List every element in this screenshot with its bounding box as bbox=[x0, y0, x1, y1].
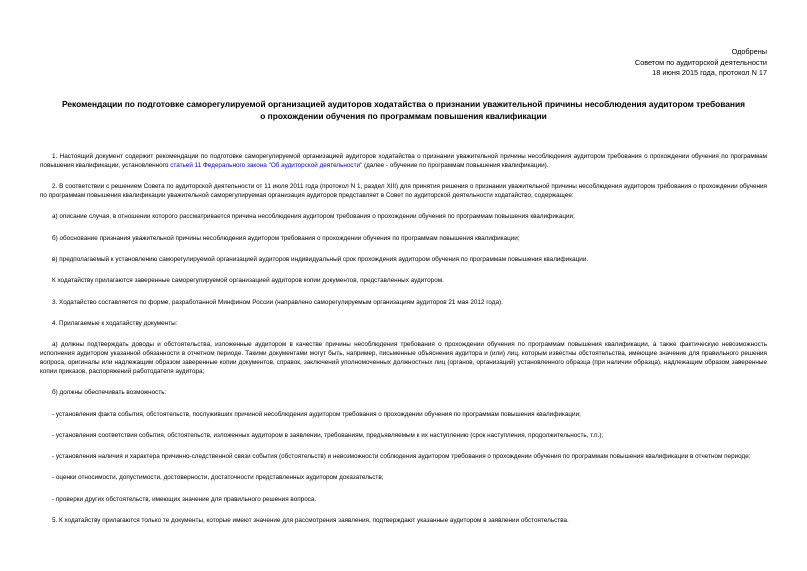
paragraph-4b5: - проверки других обстоятельств, имеющих значение для правильного решения вопроса. bbox=[52, 495, 317, 503]
paragraph-5: 5. К ходатайству прилагаются только те документы, которые имеют значение для рассмотрения заявления, подтверждают указанные аудитором в заявлении обстоятельства. bbox=[52, 516, 569, 524]
paragraph-4b4: - оценки относимости, допустимости, достоверности, достаточности представленных аудитором доказательств; bbox=[52, 474, 384, 482]
approval-line: Одобрены bbox=[731, 47, 767, 56]
approval-block bbox=[635, 47, 767, 79]
document-title bbox=[40, 98, 767, 122]
document-body bbox=[40, 153, 767, 538]
paragraph-1 bbox=[40, 153, 767, 171]
paragraph-text: 1. Настоящий документ содержит рекомендации по подготовке саморегулируемой организацией аудиторов ходатайства о признании уважительной причины несоблюдения аудитором требования о прохождении обучения по программам повышения квалификации, установленного bbox=[40, 153, 767, 169]
law-link[interactable]: статьей 11 Федерального закона "Об аудиторской деятельности" bbox=[170, 161, 363, 169]
paragraph-4b1: - установления факта события, обстоятельств, послуживших причиной несоблюдения аудитором требования о прохождении обучения по программам повышения квалификации; bbox=[52, 410, 581, 418]
paragraph-2b: б) обоснование признания уважительной причины несоблюдения аудитором требования о прохождении обучения по программам повышения квалификации; bbox=[52, 234, 520, 242]
title-line: о прохождении обучения по программам повышения квалификации bbox=[260, 111, 547, 121]
paragraph-4b2: - установления соответствия события, обстоятельств, изложенных аудитором в заявлении, требованиям, предъявляемым к их наступлению (срок наступления, продолжительность, т.п.); bbox=[52, 431, 604, 439]
paragraph-4a: а) должны подтверждать доводы и обстоятельства, изложенные аудитором в качестве причины несоблюдения требования о прохождении обучения по программам повышения квалификации, а также фактическую невозможность исполнения аудитором указанной обязанности в отчетном периоде. Такими документами могут быть, например, письменные объяснения аудитора и (или) лиц, которым известны обстоятельства, имеющие значение для правильного решения вопроса, оригиналы или надлежащим образом заверенные копии документов, справок, заключений уполномоченных должностных лиц (органов, организаций) установленного образца (при наличии образца), надлежащим образом заверенные копии приказов, распоряжений работодателя аудитора; bbox=[40, 341, 767, 375]
paragraph-text: (далее - обучение по программам повышения квалификации). bbox=[362, 161, 549, 169]
paragraph-4: 4. Прилагаемые к ходатайству документы: bbox=[52, 319, 178, 327]
approval-line: 18 июня 2015 года, протокол N 17 bbox=[652, 68, 767, 77]
paragraph-4b: б) должны обеспечивать возможность: bbox=[52, 389, 167, 397]
paragraph-2a: а) описание случая, в отношении которого рассматривается причина несоблюдения аудитором требования о прохождении обучения по программам повышения квалификации; bbox=[52, 213, 575, 221]
paragraph-2d: К ходатайству прилагаются заверенные саморегулируемой организацией аудиторов копии документов, представленных аудитором. bbox=[52, 277, 444, 285]
title-line: Рекомендации по подготовке саморегулируемой организацией аудиторов ходатайства о признании уважительной причины несоблюдения аудитором требования bbox=[61, 99, 746, 109]
paragraph-2: 2. В соответствии с решением Совета по аудиторской деятельности от 11 июля 2011 года (протокол N 1, раздел XIII) для принятия решения о признании уважительной причины несоблюдения аудитором требования о прохождении обучения по программам повышения квалификации уважительной саморегулируемая организация аудиторов представляет в Совет по аудиторской деятельности ходатайство, содержащее: bbox=[40, 183, 767, 200]
paragraph-3: 3. Ходатайство составляется по форме, разработанной Минфином России (направлено саморегулируемым организациям аудиторов 21 мая 2012 года). bbox=[52, 298, 503, 306]
approval-line: Советом по аудиторской деятельности bbox=[634, 57, 767, 67]
paragraph-4b3: - установления наличия и характера причинно-следственной связи события (обстоятельств) и невозможности соблюдения аудитором требования о прохождении обучения по программам повышения квалификации в отчетном периоде; bbox=[52, 453, 751, 461]
paragraph-2c: в) предполагаемый к установлению саморегулируемой организацией аудиторов индивидуальный срок прохождения аудитором обучения по программам повышения квалификации. bbox=[52, 256, 589, 263]
